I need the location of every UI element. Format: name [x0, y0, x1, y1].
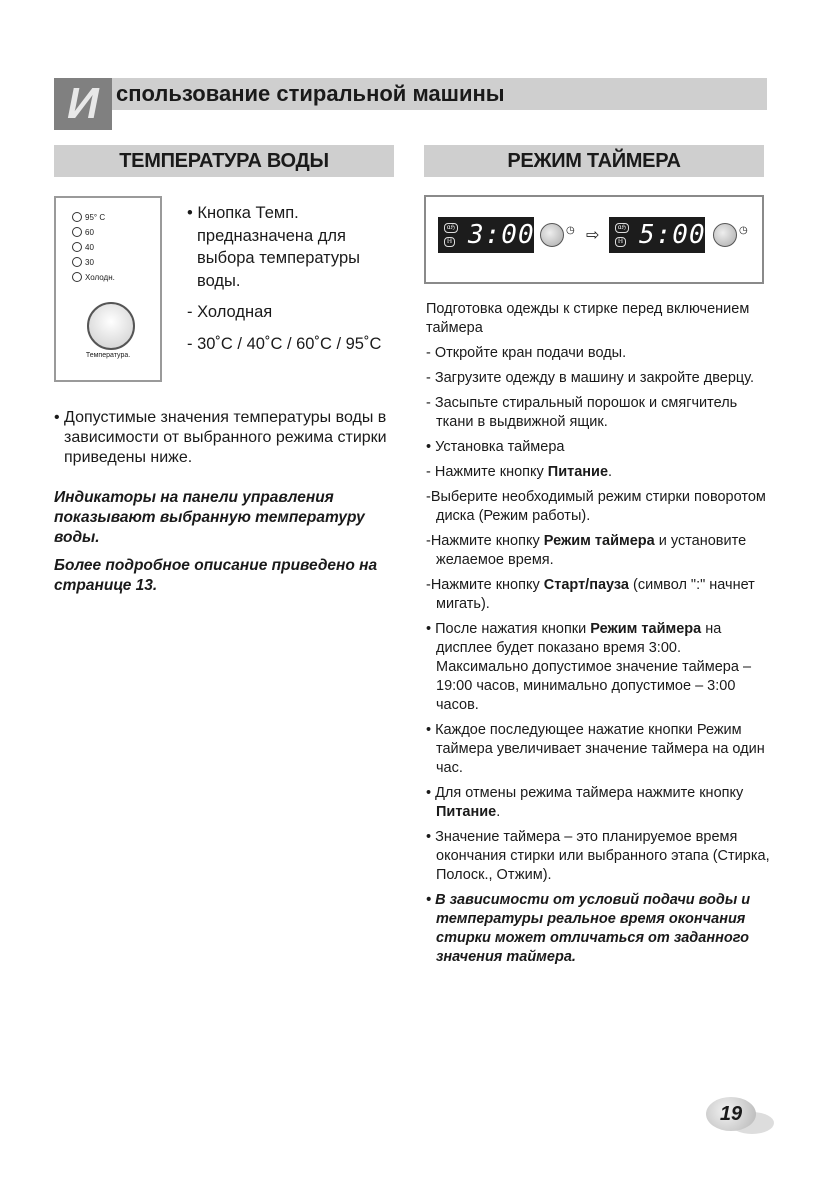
- bold-term: Режим таймера: [543, 533, 655, 549]
- timer-button-hand-icon: [713, 223, 737, 247]
- bold-note: Более подробное описание приведено на странице 13.: [54, 557, 378, 594]
- timer-button-hand-icon: [540, 223, 564, 247]
- led-cold: [72, 272, 115, 282]
- led-label: 40: [85, 242, 94, 252]
- display-time: 3:00: [468, 220, 535, 250]
- led-label: 30: [85, 257, 94, 267]
- led-40: [72, 242, 94, 252]
- display-after: [609, 217, 705, 253]
- desc-bullet: • Кнопка Темп. предназначена для выбора температуры воды.: [187, 204, 361, 290]
- temperature-panel-illustration: [54, 196, 162, 382]
- led-circle-icon: [72, 257, 82, 267]
- led-circle-icon: [72, 272, 82, 282]
- page-title: спользование стиральной машины: [116, 81, 505, 106]
- timer-intro: Подготовка одежды к стирке перед включением таймера: [426, 301, 750, 336]
- temperature-note: • Допустимые значения температуры воды в зависимости от выбранного режима стирки приведены ниже.: [54, 409, 387, 466]
- section-title-water-temperature: ТЕМПЕРАТУРА ВОДЫ: [54, 145, 394, 177]
- display-icon: ɑℌ: [444, 223, 458, 233]
- bold-term: Питание: [547, 464, 609, 480]
- instruction-text: - Загрузите одежду в машину и закройте дверцу.: [426, 370, 755, 386]
- bold-term: Режим таймера: [590, 621, 702, 637]
- timer-instruction-item: [426, 394, 771, 432]
- timer-instruction-item: [426, 576, 771, 614]
- led-circle-icon: [72, 242, 82, 252]
- bold-note: Индикаторы на панели управления показывают выбранную температуру воды.: [54, 489, 365, 546]
- display-time: 5:00: [639, 220, 706, 250]
- instruction-text: • Значение таймера – это планируемое время окончания стирки или выбранного этапа (Стирка, Полоск., Отжим).: [426, 829, 770, 883]
- instruction-text: .: [496, 804, 501, 820]
- desc-option-cold: - Холодная: [187, 303, 273, 321]
- section-title-timer-mode: РЕЖИМ ТАЙМЕРА: [424, 145, 764, 177]
- instruction-text: и установите желаемое время.: [436, 533, 747, 568]
- instruction-text: - Откройте кран подачи воды.: [426, 345, 627, 361]
- led-label: 60: [85, 227, 94, 237]
- instruction-text: -Выберите необходимый режим стирки поворотом диска (Режим работы).: [426, 489, 766, 524]
- timer-instruction-item: [426, 620, 771, 715]
- temperature-description: [187, 202, 402, 364]
- instruction-text: -Нажмите кнопку: [426, 577, 544, 593]
- bold-term: Старт/пауза: [543, 577, 629, 593]
- led-95: [72, 212, 105, 222]
- led-label: 95° C: [85, 212, 106, 222]
- instruction-text: -Нажмите кнопку: [426, 533, 544, 549]
- arrow-right-icon: ⇨: [586, 227, 600, 244]
- instruction-text: • В зависимости от условий подачи воды и температуры реальное время окончания стирки может отличаться от заданного значения таймера.: [426, 892, 751, 965]
- clock-icon: ◷: [739, 225, 748, 236]
- knob-label: Температура.: [85, 352, 131, 359]
- temperature-knob-icon: [87, 302, 135, 350]
- instruction-text: - Засыпьте стиральный порошок и смягчитель ткани в выдвижной ящик.: [426, 395, 738, 430]
- timer-instruction-item: [426, 344, 771, 363]
- instruction-text: • Установка таймера: [426, 439, 565, 455]
- led-circle-icon: [72, 212, 82, 222]
- led-60: [72, 227, 94, 237]
- timer-instruction-item: [426, 438, 771, 457]
- led-circle-icon: [72, 227, 82, 237]
- clock-icon: ◷: [566, 225, 575, 236]
- timer-instruction-item: [426, 891, 771, 967]
- temperature-bold-notes: [54, 488, 394, 604]
- bold-term: Питание: [436, 804, 497, 820]
- timer-instruction-item: [426, 488, 771, 526]
- header-initial-letter: И: [54, 78, 112, 130]
- timer-display-illustration: [424, 195, 764, 284]
- instruction-text: • Каждое последующее нажатие кнопки Режим таймера увеличивает значение таймера на один час.: [426, 722, 765, 776]
- display-before: [438, 217, 534, 253]
- timer-instructions: [426, 300, 771, 973]
- timer-instruction-item: [426, 721, 771, 778]
- timer-instruction-item: [426, 369, 771, 388]
- instruction-text: (символ ":" начнет мигать).: [436, 577, 755, 612]
- instruction-text: - Нажмите кнопку: [426, 464, 548, 480]
- timer-instruction-item: [426, 463, 771, 482]
- timer-instruction-item: [426, 532, 771, 570]
- display-icon: ɑℌ: [615, 223, 629, 233]
- instruction-text: • После нажатия кнопки: [426, 621, 591, 637]
- display-icon: ℍ: [615, 237, 626, 247]
- led-30: [72, 257, 94, 267]
- timer-instruction-item: [426, 828, 771, 885]
- instruction-text: на дисплее будет показано время 3:00. Максимально допустимое значение таймера – 19:00 часов, минимально допустимое – 3:00 часов.: [436, 621, 752, 713]
- desc-option-temps: - 30˚C / 40˚C / 60˚C / 95˚C: [187, 334, 382, 353]
- page-number: 19: [706, 1097, 756, 1131]
- display-icon: ℍ: [444, 237, 455, 247]
- instruction-text: .: [608, 464, 613, 480]
- instruction-text: • Для отмены режима таймера нажмите кнопку: [426, 785, 744, 801]
- timer-instruction-item: [426, 784, 771, 822]
- led-label: Холодн.: [85, 272, 115, 282]
